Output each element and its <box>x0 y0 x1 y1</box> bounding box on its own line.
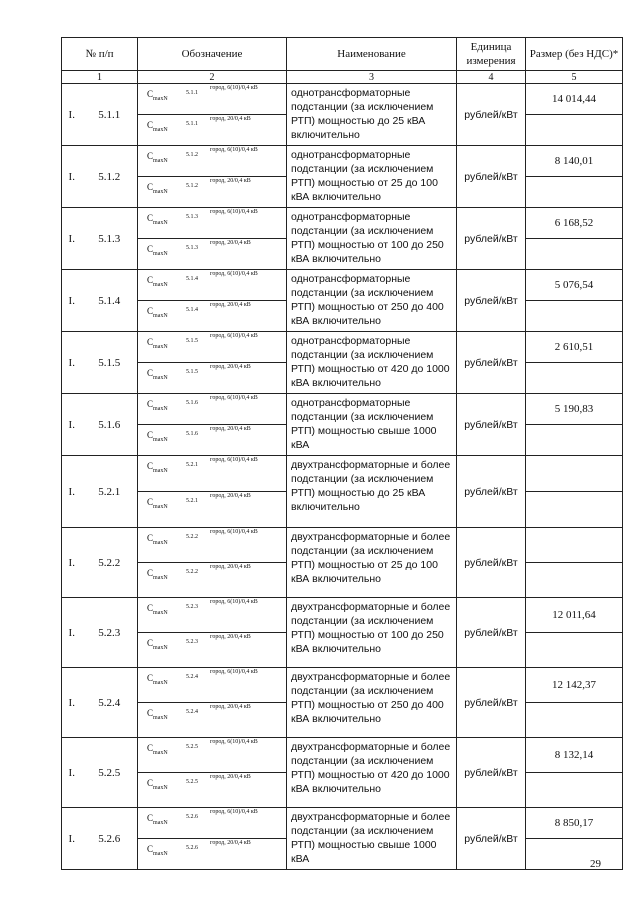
designation-voltage: город, 20/0,4 кВ <box>210 634 251 640</box>
column-number: 2 <box>138 71 287 84</box>
row-value-bottom <box>526 633 623 668</box>
designation-symbol: $C_{maxN}$ <box>147 244 168 257</box>
row-name: двухтрансформаторные и более подстанции (за исключением РТП) мощностью от 420 до 1000 кВА включительно <box>287 738 457 808</box>
designation-symbol: $C_{maxN}$ <box>147 368 168 381</box>
designation-symbol: $C_{maxN}$ <box>147 306 168 319</box>
designation-symbol: $C_{maxN}$ <box>147 778 168 791</box>
designation-city <box>138 808 287 839</box>
table-row <box>62 668 623 703</box>
table-row <box>62 808 623 839</box>
row-roman: I. <box>62 208 82 270</box>
designation-low <box>138 773 287 808</box>
designation-index: 5.1.1 <box>186 121 199 127</box>
designation-index: 5.2.5 <box>186 744 199 750</box>
designation-voltage: город, 6(10)/0,4 кВ <box>210 209 258 215</box>
designation-symbol: $C_{maxN}$ <box>147 399 168 412</box>
designation-index: 5.2.5 <box>186 779 199 785</box>
designation-index: 5.1.6 <box>186 431 199 437</box>
row-number: 5.2.5 <box>82 738 138 808</box>
designation-symbol: $C_{maxN}$ <box>147 182 168 195</box>
designation-index: 5.2.3 <box>186 604 199 610</box>
designation-symbol: $C_{maxN}$ <box>147 497 168 510</box>
row-value-bottom <box>526 301 623 332</box>
designation-index: 5.1.2 <box>186 183 199 189</box>
row-roman: I. <box>62 456 82 528</box>
designation-index: 5.2.1 <box>186 462 199 468</box>
designation-voltage: город, 20/0,4 кВ <box>210 302 251 308</box>
row-value-bottom <box>526 239 623 270</box>
row-value-bottom <box>526 773 623 808</box>
row-number: 5.1.2 <box>82 146 138 208</box>
row-unit: рублей/кВт <box>457 668 526 738</box>
table-row <box>62 456 623 492</box>
designation-city <box>138 332 287 363</box>
row-roman: I. <box>62 332 82 394</box>
tariff-table <box>61 37 623 870</box>
designation-low <box>138 363 287 394</box>
row-number: 5.1.6 <box>82 394 138 456</box>
row-number: 5.1.3 <box>82 208 138 270</box>
row-unit: рублей/кВт <box>457 208 526 270</box>
header-name: Наименование <box>287 38 457 71</box>
table-row <box>62 528 623 563</box>
row-value-top: 2 610,51 <box>526 332 623 363</box>
designation-symbol: $C_{maxN}$ <box>147 213 168 226</box>
row-value-bottom <box>526 115 623 146</box>
designation-low <box>138 633 287 668</box>
row-roman: I. <box>62 394 82 456</box>
row-roman: I. <box>62 84 82 146</box>
row-value-bottom <box>526 563 623 598</box>
row-value-top: 12 142,37 <box>526 668 623 703</box>
row-value-top: 8 140,01 <box>526 146 623 177</box>
designation-symbol: $C_{maxN}$ <box>147 743 168 756</box>
row-unit: рублей/кВт <box>457 84 526 146</box>
table-row <box>62 394 623 425</box>
row-unit: рублей/кВт <box>457 270 526 332</box>
row-number: 5.2.6 <box>82 808 138 870</box>
designation-index: 5.2.4 <box>186 709 199 715</box>
row-unit: рублей/кВт <box>457 394 526 456</box>
designation-symbol: $C_{maxN}$ <box>147 638 168 651</box>
row-value-top: 12 011,64 <box>526 598 623 633</box>
row-unit: рублей/кВт <box>457 528 526 598</box>
designation-index: 5.1.1 <box>186 90 199 96</box>
designation-index: 5.2.4 <box>186 674 199 680</box>
designation-low <box>138 703 287 738</box>
designation-voltage: город, 20/0,4 кВ <box>210 240 251 246</box>
row-number: 5.1.4 <box>82 270 138 332</box>
designation-voltage: город, 20/0,4 кВ <box>210 840 251 846</box>
designation-voltage: город, 20/0,4 кВ <box>210 774 251 780</box>
row-name: двухтрансформаторные и более подстанции (за исключением РТП) мощностью от 250 до 400 кВА включительно <box>287 668 457 738</box>
designation-symbol: $C_{maxN}$ <box>147 430 168 443</box>
row-name: двухтрансформаторные и более подстанции (за исключением РТП) мощностью от 25 до 100 кВА включительно <box>287 528 457 598</box>
row-unit: рублей/кВт <box>457 598 526 668</box>
designation-index: 5.1.5 <box>186 369 199 375</box>
row-value-top: 14 014,44 <box>526 84 623 115</box>
row-value-top <box>526 456 623 492</box>
designation-symbol: $C_{maxN}$ <box>147 151 168 164</box>
row-roman: I. <box>62 270 82 332</box>
designation-low <box>138 301 287 332</box>
designation-voltage: город, 6(10)/0,4 кВ <box>210 809 258 815</box>
designation-voltage: город, 6(10)/0,4 кВ <box>210 271 258 277</box>
designation-city <box>138 208 287 239</box>
designation-voltage: город, 20/0,4 кВ <box>210 426 251 432</box>
table-row <box>62 146 623 177</box>
row-number: 5.2.3 <box>82 598 138 668</box>
designation-low <box>138 492 287 528</box>
page-number: 29 <box>590 858 601 870</box>
designation-city <box>138 456 287 492</box>
designation-voltage: город, 20/0,4 кВ <box>210 178 251 184</box>
designation-voltage: город, 20/0,4 кВ <box>210 364 251 370</box>
designation-voltage: город, 6(10)/0,4 кВ <box>210 739 258 745</box>
row-value-top: 8 132,14 <box>526 738 623 773</box>
row-unit: рублей/кВт <box>457 808 526 870</box>
designation-symbol: $C_{maxN}$ <box>147 120 168 133</box>
row-unit: рублей/кВт <box>457 332 526 394</box>
row-value-top: 5 076,54 <box>526 270 623 301</box>
row-roman: I. <box>62 738 82 808</box>
table-row <box>62 84 623 115</box>
row-name: однотрансформаторные подстанции (за исключением РТП) мощностью от 420 до 1000 кВА включительно <box>287 332 457 394</box>
designation-index: 5.1.3 <box>186 214 199 220</box>
table-row <box>62 270 623 301</box>
designation-voltage: город, 6(10)/0,4 кВ <box>210 599 258 605</box>
row-value-top <box>526 528 623 563</box>
designation-index: 5.1.4 <box>186 276 199 282</box>
designation-low <box>138 425 287 456</box>
designation-city <box>138 598 287 633</box>
designation-city <box>138 528 287 563</box>
column-number: 5 <box>526 71 623 84</box>
row-name: двухтрансформаторные и более подстанции (за исключением РТП) мощностью до 25 кВА включительно <box>287 456 457 528</box>
designation-city <box>138 84 287 115</box>
table-row <box>62 598 623 633</box>
column-number: 4 <box>457 71 526 84</box>
designation-symbol: $C_{maxN}$ <box>147 813 168 826</box>
designation-symbol: $C_{maxN}$ <box>147 89 168 102</box>
row-name: однотрансформаторные подстанции (за исключением РТП) мощностью свыше 1000 кВА <box>287 394 457 456</box>
header-size: Размер (без НДС)* <box>526 38 623 71</box>
designation-voltage: город, 6(10)/0,4 кВ <box>210 669 258 675</box>
row-roman: I. <box>62 146 82 208</box>
row-number: 5.2.4 <box>82 668 138 738</box>
designation-index: 5.1.4 <box>186 307 199 313</box>
designation-symbol: $C_{maxN}$ <box>147 275 168 288</box>
header-unit: Единица измерения <box>457 38 526 71</box>
row-value-top: 5 190,83 <box>526 394 623 425</box>
designation-city <box>138 146 287 177</box>
row-value-bottom <box>526 425 623 456</box>
designation-index: 5.1.6 <box>186 400 199 406</box>
designation-voltage: город, 20/0,4 кВ <box>210 564 251 570</box>
designation-index: 5.2.2 <box>186 534 199 540</box>
row-name: однотрансформаторные подстанции (за исключением РТП) мощностью от 25 до 100 кВА включительно <box>287 146 457 208</box>
column-number: 3 <box>287 71 457 84</box>
row-name: однотрансформаторные подстанции (за исключением РТП) мощностью от 250 до 400 кВА включительно <box>287 270 457 332</box>
designation-voltage: город, 20/0,4 кВ <box>210 116 251 122</box>
designation-symbol: $C_{maxN}$ <box>147 533 168 546</box>
designation-low <box>138 239 287 270</box>
table-row <box>62 332 623 363</box>
designation-city <box>138 738 287 773</box>
designation-city <box>138 394 287 425</box>
designation-index: 5.1.3 <box>186 245 199 251</box>
designation-index: 5.2.1 <box>186 498 199 504</box>
designation-voltage: город, 6(10)/0,4 кВ <box>210 457 258 463</box>
row-value-bottom <box>526 492 623 528</box>
row-number: 5.2.1 <box>82 456 138 528</box>
row-value-bottom <box>526 177 623 208</box>
designation-low <box>138 115 287 146</box>
row-name: двухтрансформаторные и более подстанции (за исключением РТП) мощностью свыше 1000 кВА <box>287 808 457 870</box>
row-name: двухтрансформаторные и более подстанции (за исключением РТП) мощностью от 100 до 250 кВА включительно <box>287 598 457 668</box>
designation-voltage: город, 6(10)/0,4 кВ <box>210 333 258 339</box>
designation-city <box>138 668 287 703</box>
designation-voltage: город, 6(10)/0,4 кВ <box>210 529 258 535</box>
designation-low <box>138 177 287 208</box>
row-value-top: 6 168,52 <box>526 208 623 239</box>
designation-index: 5.1.2 <box>186 152 199 158</box>
designation-low <box>138 839 287 870</box>
designation-low <box>138 563 287 598</box>
table-row <box>62 738 623 773</box>
row-roman: I. <box>62 808 82 870</box>
row-roman: I. <box>62 598 82 668</box>
designation-voltage: город, 6(10)/0,4 кВ <box>210 147 258 153</box>
designation-symbol: $C_{maxN}$ <box>147 461 168 474</box>
designation-voltage: город, 20/0,4 кВ <box>210 493 251 499</box>
designation-index: 5.2.3 <box>186 639 199 645</box>
designation-index: 5.2.2 <box>186 569 199 575</box>
row-number: 5.2.2 <box>82 528 138 598</box>
designation-symbol: $C_{maxN}$ <box>147 568 168 581</box>
designation-index: 5.1.5 <box>186 338 199 344</box>
row-unit: рублей/кВт <box>457 738 526 808</box>
row-number: 5.1.5 <box>82 332 138 394</box>
designation-index: 5.2.6 <box>186 814 199 820</box>
header-designation: Обозначение <box>138 38 287 71</box>
designation-symbol: $C_{maxN}$ <box>147 337 168 350</box>
row-number: 5.1.1 <box>82 84 138 146</box>
row-unit: рублей/кВт <box>457 146 526 208</box>
header-num: № п/п <box>62 38 138 71</box>
designation-symbol: $C_{maxN}$ <box>147 844 168 857</box>
designation-voltage: город, 20/0,4 кВ <box>210 704 251 710</box>
designation-index: 5.2.6 <box>186 845 199 851</box>
row-value-bottom <box>526 703 623 738</box>
designation-symbol: $C_{maxN}$ <box>147 708 168 721</box>
designation-city <box>138 270 287 301</box>
row-unit: рублей/кВт <box>457 456 526 528</box>
row-value-bottom <box>526 839 623 870</box>
row-roman: I. <box>62 528 82 598</box>
designation-symbol: $C_{maxN}$ <box>147 603 168 616</box>
row-value-top: 8 850,17 <box>526 808 623 839</box>
column-number: 1 <box>62 71 138 84</box>
designation-symbol: $C_{maxN}$ <box>147 673 168 686</box>
table-row <box>62 208 623 239</box>
row-name: однотрансформаторные подстанции (за исключением РТП) мощностью от 100 до 250 кВА включительно <box>287 208 457 270</box>
row-value-bottom <box>526 363 623 394</box>
designation-voltage: город, 6(10)/0,4 кВ <box>210 85 258 91</box>
designation-voltage: город, 6(10)/0,4 кВ <box>210 395 258 401</box>
row-name: однотрансформаторные подстанции (за исключением РТП) мощностью до 25 кВА включительно <box>287 84 457 146</box>
row-roman: I. <box>62 668 82 738</box>
